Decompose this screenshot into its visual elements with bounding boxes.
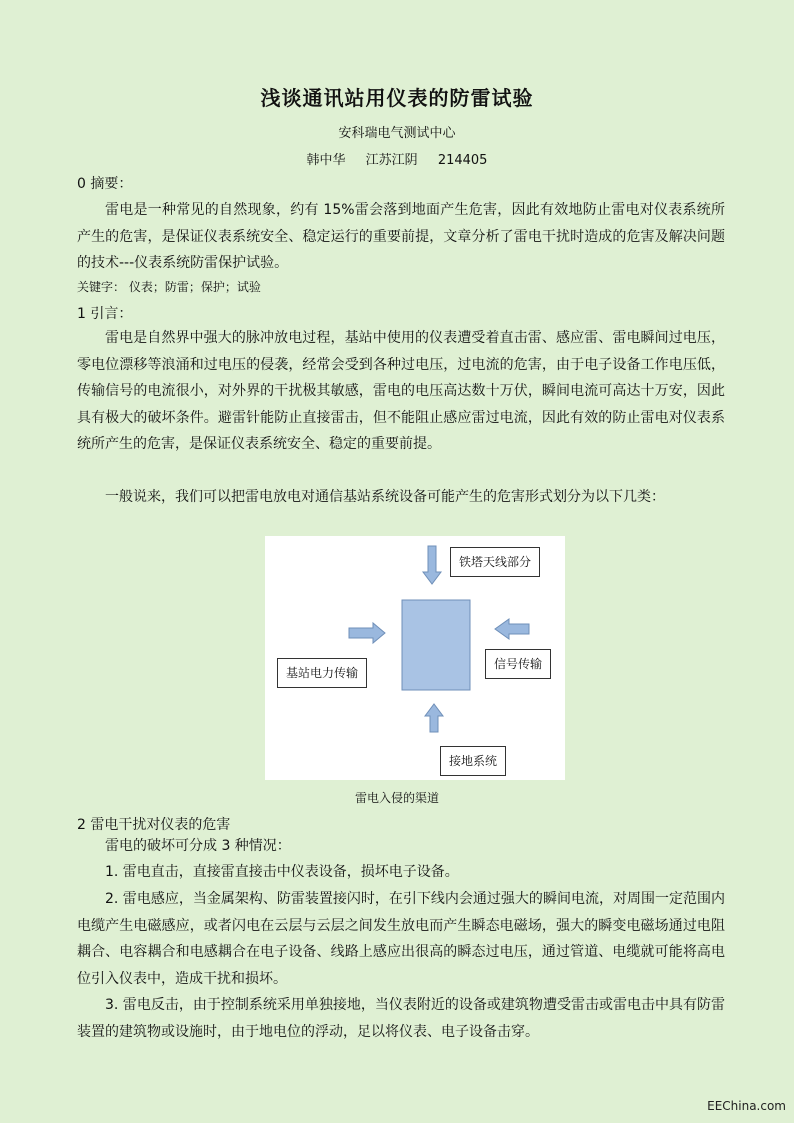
intro-paragraph-1: 雷电是自然界中强大的脉冲放电过程，基站中使用的仪表遭受着直击雷、感应雷、雷电瞬间过电压，零电位漂移等浪涌和过电压的侵袭，经常会受到各种过电压，过电流的危害，由于电子设备工作电压低，传输信号的电流很小，对外界的干扰极其敏感，雷电的电压高达数十万伏，瞬间电流可高达十万安，因此具有极大的破坏条件。避雷针能防止直接雷击，但不能阻止感应雷过电流，因此有效的防止雷电对仪表系统所产生的危害，是保证仪表系统安全、稳定的重要前提。	[77, 330, 725, 452]
section2-item-3: 3. 雷电反击，由于控制系统采用单独接地，当仪表附近的设备或建筑物遭受雷击或雷电击中具有防雷装置的建筑物或设施时，由于地电位的浮动，足以将仪表、电子设备击穿。	[77, 997, 725, 1040]
section2-heading: 2 雷电干扰对仪表的危害	[77, 817, 231, 833]
author-line	[0, 149, 794, 168]
arrow-down-icon	[423, 546, 441, 584]
label-tower-antenna: 铁塔天线部分	[450, 547, 540, 577]
label-grounding-system: 接地系统	[440, 746, 506, 776]
affiliation: 安科瑞电气测试中心	[338, 126, 456, 141]
arrow-right-icon	[349, 623, 385, 643]
arrow-left-icon	[495, 619, 529, 639]
keywords: 关键字： 仪表；防雷；保护；试验	[77, 280, 261, 294]
figure-caption: 雷电入侵的渠道	[354, 791, 439, 805]
watermark-footer: EEChina.com	[707, 1099, 786, 1113]
section2-item-2: 2. 雷电感应，当金属架构、防雷装置接闪时，在引下线内会通过强大的瞬间电流，对周围一定范围内电缆产生电磁感应，或者闪电在云层与云层之间发生放电而产生瞬态电磁场，强大的瞬变电磁场通过电阻耦合、电容耦合和电感耦合在电子设备、线路上感应出很高的瞬态过电压，通过管道、电缆就可能将高电位引入仪表中，造成干扰和损坏。	[77, 891, 725, 987]
label-signal-transmission: 信号传输	[485, 649, 551, 679]
intro-paragraph-2: 一般说来，我们可以把雷电放电对通信基站系统设备可能产生的危害形式划分为以下几类：	[105, 489, 665, 505]
equipment-box	[402, 600, 470, 690]
author-location: 江苏江阴	[365, 153, 418, 168]
section2-item-1: 1. 雷电直击，直接雷直接击中仪表设备，损坏电子设备。	[105, 864, 459, 880]
arrow-up-icon	[425, 704, 443, 732]
author-name: 韩中华	[306, 153, 346, 168]
intro-heading: 1 引言：	[77, 306, 133, 322]
paper-title: 浅谈通讯站用仪表的防雷试验	[260, 86, 534, 110]
label-power-transmission: 基站电力传输	[277, 658, 367, 688]
lightning-channel-diagram	[265, 536, 565, 780]
abstract-heading: 0 摘要：	[77, 176, 133, 192]
author-postcode: 214405	[437, 153, 488, 168]
abstract-text: 雷电是一种常见的自然现象，约有 15%雷会落到地面产生危害，因此有效地防止雷电对仪表系统所产生的危害，是保证仪表系统安全、稳定运行的重要前提，文章分析了雷电干扰时造成的危害及解决问题的技术---仪表系统防雷保护试验。	[77, 202, 725, 271]
section2-intro: 雷电的破坏可分成 3 种情况：	[105, 838, 291, 854]
